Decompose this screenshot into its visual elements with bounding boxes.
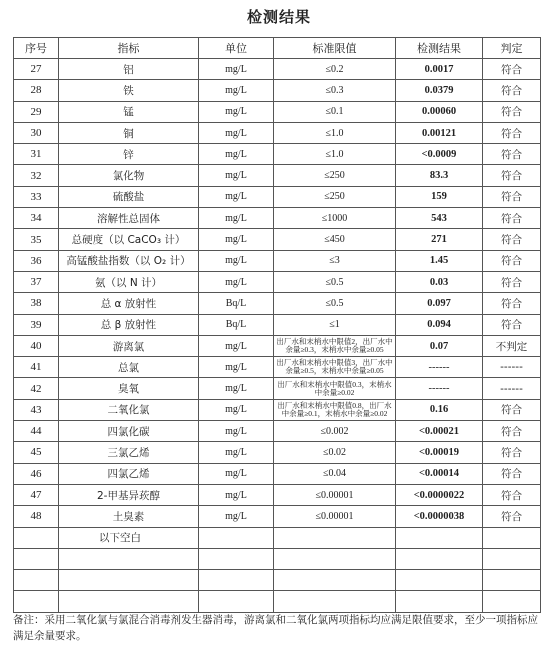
- row-number: 39: [14, 314, 59, 335]
- test-result: [396, 591, 483, 612]
- table-row: [14, 463, 541, 484]
- test-result: 0.00121: [396, 122, 483, 143]
- table-row: [14, 591, 541, 612]
- table-row: [14, 484, 541, 505]
- verdict-cell: 符合: [483, 314, 541, 335]
- test-result: 0.03: [396, 271, 483, 292]
- unit-cell: mg/L: [199, 506, 274, 527]
- page-title: 检测结果: [246, 8, 311, 26]
- unit-cell: [199, 527, 274, 548]
- test-result: 0.16: [396, 399, 483, 420]
- row-number: 34: [14, 208, 59, 229]
- standard-limit: ≤0.2: [274, 59, 396, 80]
- verdict-cell: 符合: [483, 271, 541, 292]
- standard-limit: [274, 591, 396, 612]
- table-row: [14, 314, 541, 335]
- table-row: [14, 208, 541, 229]
- verdict-cell: 符合: [483, 484, 541, 505]
- table-row: [14, 548, 541, 569]
- test-result: <0.00021: [396, 421, 483, 442]
- indicator-name: 铜: [59, 122, 199, 143]
- row-number: [14, 527, 59, 548]
- row-number: 45: [14, 442, 59, 463]
- test-result: ------: [396, 357, 483, 378]
- results-table: [13, 37, 541, 613]
- row-number: 32: [14, 165, 59, 186]
- indicator-name: 土臭素: [59, 506, 199, 527]
- row-number: [14, 591, 59, 612]
- indicator-name: 锌: [59, 144, 199, 165]
- verdict-cell: 符合: [483, 421, 541, 442]
- verdict-cell: 符合: [483, 165, 541, 186]
- row-number: 27: [14, 59, 59, 80]
- verdict-cell: [483, 548, 541, 569]
- test-result: [396, 570, 483, 591]
- test-result: 1.45: [396, 250, 483, 271]
- unit-cell: mg/L: [199, 229, 274, 250]
- unit-cell: mg/L: [199, 335, 274, 356]
- unit-cell: mg/L: [199, 399, 274, 420]
- table-row: [14, 229, 541, 250]
- standard-limit: 出厂水和末梢水中限值2，出厂水中余量≥0.3，末梢水中余量≥0.05: [274, 335, 396, 356]
- unit-cell: mg/L: [199, 80, 274, 101]
- row-number: 30: [14, 122, 59, 143]
- verdict-cell: 符合: [483, 144, 541, 165]
- verdict-cell: [483, 570, 541, 591]
- standard-limit: ≤0.5: [274, 271, 396, 292]
- row-number: 38: [14, 293, 59, 314]
- indicator-name: 溶解性总固体: [59, 208, 199, 229]
- test-result: 83.3: [396, 165, 483, 186]
- row-number: 37: [14, 271, 59, 292]
- standard-limit: ≤3: [274, 250, 396, 271]
- indicator-name: 总 α 放射性: [59, 293, 199, 314]
- indicator-name: 总 β 放射性: [59, 314, 199, 335]
- row-number: 28: [14, 80, 59, 101]
- unit-cell: [199, 570, 274, 591]
- indicator-name: 氯化物: [59, 165, 199, 186]
- table-body: [14, 59, 541, 613]
- standard-limit: ≤450: [274, 229, 396, 250]
- indicator-name: [59, 570, 199, 591]
- test-result: [396, 548, 483, 569]
- verdict-cell: [483, 591, 541, 612]
- verdict-cell: 符合: [483, 101, 541, 122]
- table-row: [14, 293, 541, 314]
- table-header-row: [14, 38, 541, 59]
- row-number: 46: [14, 463, 59, 484]
- standard-limit: ≤0.02: [274, 442, 396, 463]
- test-result: <0.0009: [396, 144, 483, 165]
- indicator-name: 四氯化碳: [59, 421, 199, 442]
- row-number: 33: [14, 186, 59, 207]
- unit-cell: mg/L: [199, 250, 274, 271]
- header-verdict: 判定: [483, 38, 541, 59]
- row-number: 44: [14, 421, 59, 442]
- standard-limit: ≤0.3: [274, 80, 396, 101]
- standard-limit: [274, 570, 396, 591]
- standard-limit: ≤250: [274, 165, 396, 186]
- standard-limit: ≤0.00001: [274, 506, 396, 527]
- indicator-name: 高锰酸盐指数（以 O₂ 计）: [59, 250, 199, 271]
- unit-cell: mg/L: [199, 59, 274, 80]
- standard-limit: ≤1: [274, 314, 396, 335]
- test-result: [396, 527, 483, 548]
- row-number: 48: [14, 506, 59, 527]
- verdict-cell: 符合: [483, 506, 541, 527]
- table-row: [14, 101, 541, 122]
- unit-cell: [199, 591, 274, 612]
- unit-cell: mg/L: [199, 208, 274, 229]
- table-row: [14, 442, 541, 463]
- table-row: [14, 122, 541, 143]
- table-row: [14, 80, 541, 101]
- test-result: 159: [396, 186, 483, 207]
- standard-limit: 出厂水和末梢水中限值0.3，末梢水中余量≥0.02: [274, 378, 396, 399]
- table-row: [14, 271, 541, 292]
- row-number: 47: [14, 484, 59, 505]
- unit-cell: Bq/L: [199, 293, 274, 314]
- test-result: 0.00060: [396, 101, 483, 122]
- unit-cell: mg/L: [199, 378, 274, 399]
- test-result: 543: [396, 208, 483, 229]
- unit-cell: [199, 548, 274, 569]
- verdict-cell: 符合: [483, 442, 541, 463]
- row-number: 29: [14, 101, 59, 122]
- test-result: 0.0017: [396, 59, 483, 80]
- test-result: 0.094: [396, 314, 483, 335]
- table-row: [14, 186, 541, 207]
- verdict-cell: 符合: [483, 59, 541, 80]
- standard-limit: ≤0.002: [274, 421, 396, 442]
- table-row: [14, 506, 541, 527]
- header-no: 序号: [14, 38, 59, 59]
- unit-cell: mg/L: [199, 271, 274, 292]
- unit-cell: mg/L: [199, 442, 274, 463]
- table-row: [14, 165, 541, 186]
- test-result: 0.07: [396, 335, 483, 356]
- row-number: 40: [14, 335, 59, 356]
- test-result: <0.0000022: [396, 484, 483, 505]
- standard-limit: ≤0.5: [274, 293, 396, 314]
- verdict-cell: 不判定: [483, 335, 541, 356]
- standard-limit: ≤0.00001: [274, 484, 396, 505]
- indicator-name: 二氧化氯: [59, 399, 199, 420]
- unit-cell: mg/L: [199, 463, 274, 484]
- test-result: <0.00014: [396, 463, 483, 484]
- verdict-cell: [483, 527, 541, 548]
- indicator-name: 氨（以 N 计）: [59, 271, 199, 292]
- table-row: [14, 357, 541, 378]
- table-row: [14, 421, 541, 442]
- test-result: 0.097: [396, 293, 483, 314]
- indicator-name: 硫酸盐: [59, 186, 199, 207]
- unit-cell: mg/L: [199, 484, 274, 505]
- indicator-name: 总硬度（以 CaCO₃ 计）: [59, 229, 199, 250]
- indicator-name: 总氯: [59, 357, 199, 378]
- indicator-name: 三氯乙烯: [59, 442, 199, 463]
- standard-limit: ≤0.04: [274, 463, 396, 484]
- test-result: ------: [396, 378, 483, 399]
- unit-cell: mg/L: [199, 421, 274, 442]
- row-number: 36: [14, 250, 59, 271]
- indicator-name: 铝: [59, 59, 199, 80]
- indicator-name: 2-甲基异莰醇: [59, 484, 199, 505]
- row-number: [14, 570, 59, 591]
- standard-limit: ≤250: [274, 186, 396, 207]
- standard-limit: 出厂水和末梢水中限值3，出厂水中余量≥0.5，末梢水中余量≥0.05: [274, 357, 396, 378]
- indicator-name: [59, 548, 199, 569]
- standard-limit: [274, 548, 396, 569]
- unit-cell: Bq/L: [199, 314, 274, 335]
- standard-limit: ≤1.0: [274, 122, 396, 143]
- row-number: 43: [14, 399, 59, 420]
- table-row: [14, 399, 541, 420]
- verdict-cell: 符合: [483, 250, 541, 271]
- indicator-name: 以下空白: [59, 527, 199, 548]
- standard-limit: ≤1.0: [274, 144, 396, 165]
- row-number: [14, 548, 59, 569]
- test-result: 271: [396, 229, 483, 250]
- test-result: <0.00019: [396, 442, 483, 463]
- unit-cell: mg/L: [199, 122, 274, 143]
- verdict-cell: 符合: [483, 80, 541, 101]
- unit-cell: mg/L: [199, 186, 274, 207]
- verdict-cell: 符合: [483, 122, 541, 143]
- indicator-name: 锰: [59, 101, 199, 122]
- unit-cell: mg/L: [199, 357, 274, 378]
- row-number: 35: [14, 229, 59, 250]
- verdict-cell: 符合: [483, 463, 541, 484]
- verdict-cell: 符合: [483, 229, 541, 250]
- row-number: 42: [14, 378, 59, 399]
- indicator-name: 铁: [59, 80, 199, 101]
- verdict-cell: 符合: [483, 186, 541, 207]
- standard-limit: 出厂水和末梢水中限值0.8，出厂水中余量≥0.1，末梢水中余量≥0.02: [274, 399, 396, 420]
- table-row: [14, 335, 541, 356]
- verdict-cell: ------: [483, 378, 541, 399]
- table-row: [14, 250, 541, 271]
- header-result: 检测结果: [396, 38, 483, 59]
- verdict-cell: 符合: [483, 399, 541, 420]
- indicator-name: 游离氯: [59, 335, 199, 356]
- table-row: [14, 527, 541, 548]
- table-row: [14, 59, 541, 80]
- indicator-name: 臭氧: [59, 378, 199, 399]
- unit-cell: mg/L: [199, 101, 274, 122]
- table-row: [14, 144, 541, 165]
- header-indicator: 指标: [59, 38, 199, 59]
- verdict-cell: ------: [483, 357, 541, 378]
- header-standard: 标准限值: [274, 38, 396, 59]
- verdict-cell: 符合: [483, 208, 541, 229]
- verdict-cell: 符合: [483, 293, 541, 314]
- unit-cell: mg/L: [199, 165, 274, 186]
- footnote: 备注：采用二氧化氯与氯混合消毒剂发生器消毒，游离氯和二氧化氯两项指标均应满足限值要求，至少一项指标应满足余量要求。: [13, 614, 538, 642]
- unit-cell: mg/L: [199, 144, 274, 165]
- header-unit: 单位: [199, 38, 274, 59]
- test-result: 0.0379: [396, 80, 483, 101]
- indicator-name: [59, 591, 199, 612]
- standard-limit: [274, 527, 396, 548]
- row-number: 41: [14, 357, 59, 378]
- test-result: <0.0000038: [396, 506, 483, 527]
- row-number: 31: [14, 144, 59, 165]
- standard-limit: ≤1000: [274, 208, 396, 229]
- indicator-name: 四氯乙烯: [59, 463, 199, 484]
- table-row: [14, 570, 541, 591]
- standard-limit: ≤0.1: [274, 101, 396, 122]
- table-row: [14, 378, 541, 399]
